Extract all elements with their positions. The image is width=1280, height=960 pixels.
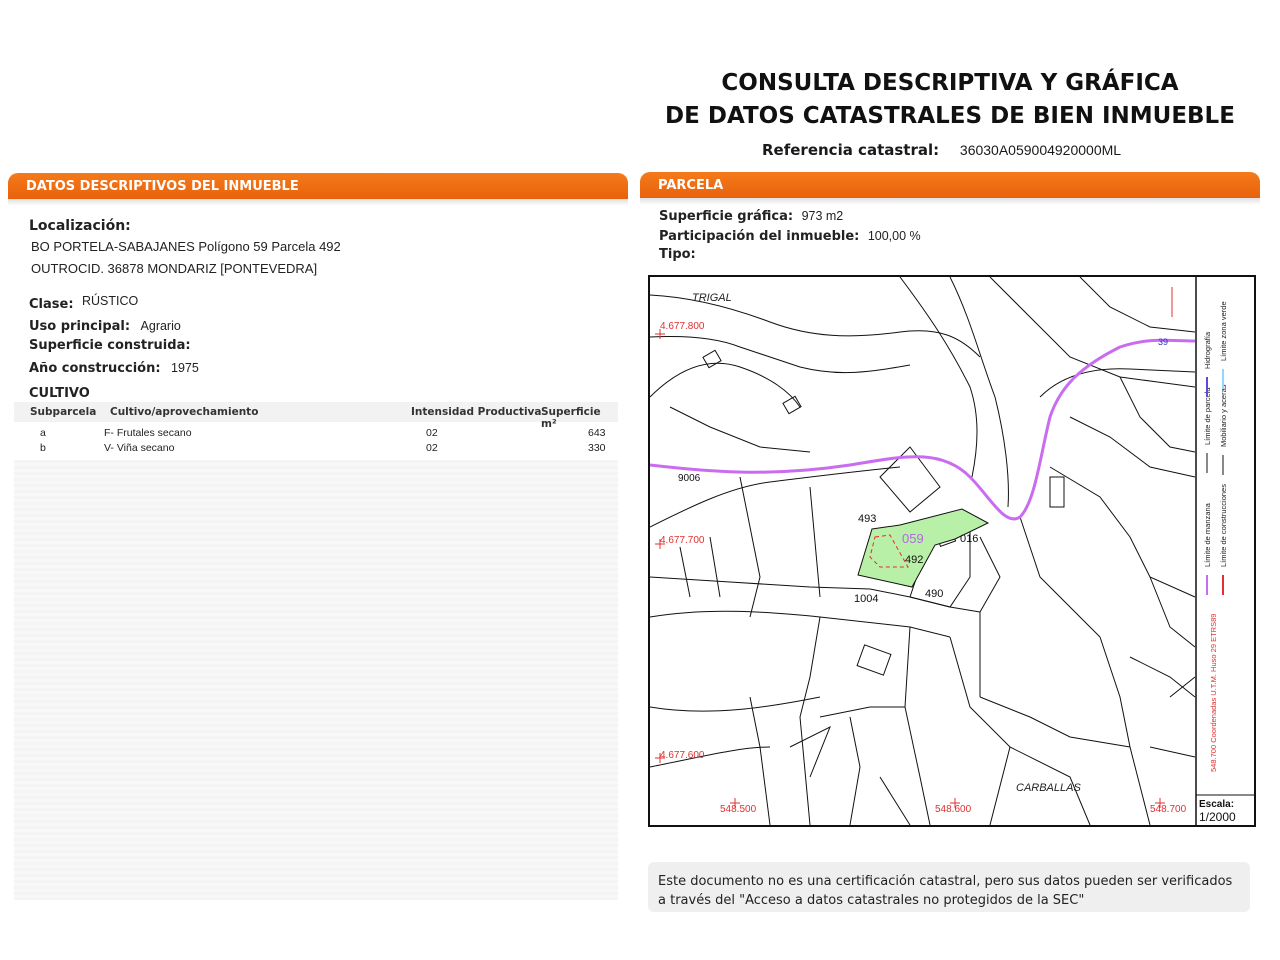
coord-y2: 4.677.700	[660, 535, 705, 546]
superficie-grafica-row	[659, 207, 843, 225]
coord-x1: 548.500	[720, 804, 757, 815]
parcel-label-493: 493	[858, 513, 877, 525]
scale-label: Escala:	[1199, 799, 1235, 810]
map-legend	[1203, 301, 1228, 772]
legend-limite-manzana: Límite de manzana	[1203, 503, 1212, 567]
parcel-label-1004: 1004	[854, 593, 879, 605]
reference-value: 36030A059004920000ML	[959, 142, 1122, 158]
coord-x2: 548.600	[935, 804, 972, 815]
superficie-construida-label: Superficie construida:	[29, 338, 191, 353]
disclaimer-text: Este documento no es una certificación catastral, pero sus datos pueden ser verificados a través del "Acceso a datos catastrales no protegidos de la SEC"	[658, 874, 1233, 908]
cell-intensidad: 02	[426, 442, 438, 454]
participacion-label: Participación del inmueble:	[659, 229, 860, 244]
cadastral-map	[648, 275, 1256, 827]
clase-value: RÚSTICO	[81, 294, 139, 308]
polygon-label-059: 059	[902, 531, 924, 546]
cell-superficie: 643	[588, 427, 606, 439]
cell-subparcela: a	[40, 427, 46, 439]
participacion-row	[659, 227, 921, 245]
superficie-grafica-value: 973 m2	[801, 209, 844, 223]
cell-intensidad: 02	[426, 427, 438, 439]
cultivo-title: CULTIVO	[29, 386, 90, 401]
section-header-descriptivos	[8, 173, 628, 199]
parcel-label-490: 490	[925, 588, 944, 600]
legend-limite-construcciones: Límite de construcciones	[1219, 484, 1228, 567]
uso-row	[29, 317, 181, 335]
anio-row	[29, 359, 199, 377]
uso-label: Uso principal:	[29, 319, 131, 334]
col-cultivo: Cultivo/aprovechamiento	[110, 406, 259, 418]
cell-subparcela: b	[40, 442, 46, 454]
superficie-grafica-label: Superficie gráfica:	[659, 209, 794, 224]
place-trigal: TRIGAL	[692, 292, 732, 304]
cell-superficie: 330	[588, 442, 606, 454]
cell-cultivo: F- Frutales secano	[104, 427, 192, 439]
legend-coordenadas: 548.700 Coordenadas U.T.M. Huso 29 ETRS89	[1209, 613, 1218, 772]
uso-value: Agrario	[140, 319, 181, 333]
address-line1: BO PORTELA-SABAJANES Polígono 59 Parcela 492	[31, 239, 341, 254]
section-header-parcela	[640, 172, 1260, 198]
reference-catastral	[762, 141, 1121, 159]
parcel-label-9006: 9006	[678, 473, 701, 484]
localizacion-label: Localización:	[29, 218, 131, 234]
legend-zona-verde: Límite zona verde	[1219, 301, 1228, 361]
cell-cultivo: V- Viña secano	[104, 442, 175, 454]
page-title-line1: CONSULTA DESCRIPTIVA Y GRÁFICA	[721, 70, 1179, 96]
hydrography-line	[650, 340, 1195, 519]
building	[1050, 477, 1064, 507]
building	[703, 350, 721, 367]
col-subparcela: Subparcela	[30, 406, 97, 418]
scale-value: 1/2000	[1199, 810, 1236, 824]
highlighted-parcel	[858, 509, 988, 587]
anio-value: 1975	[171, 361, 199, 375]
parcel-label-39: 39	[1158, 337, 1169, 347]
clase-label: Clase:	[29, 297, 74, 312]
table-row	[14, 441, 618, 456]
legend-limite-parcela: Límite de parcela	[1203, 387, 1212, 445]
anio-label: Año construcción:	[29, 361, 161, 376]
parcel-label-016: 016	[960, 533, 979, 545]
clase-row	[29, 295, 138, 313]
header-shadow	[640, 198, 1260, 204]
building	[857, 645, 891, 675]
page-title-line2: DE DATOS CATASTRALES DE BIEN INMUEBLE	[665, 103, 1235, 129]
section-header-descriptivos-text: DATOS DESCRIPTIVOS DEL INMUEBLE	[26, 179, 299, 194]
building-outlines	[703, 350, 1064, 675]
disclaimer-note	[648, 862, 1250, 912]
col-intensidad: Intensidad Productiva	[411, 406, 542, 418]
coord-x3: 548.700	[1150, 804, 1187, 815]
participacion-value: 100,00 %	[867, 229, 921, 243]
cultivo-empty-area	[14, 460, 618, 900]
cultivo-table-header	[14, 402, 618, 430]
tipo-label: Tipo:	[659, 247, 696, 262]
legend-hidrografia: Hidrografía	[1203, 331, 1212, 369]
reference-label: Referencia catastral:	[762, 141, 940, 159]
map-drawing	[650, 277, 1254, 825]
parcel-label-492: 492	[905, 554, 924, 566]
header-shadow	[8, 199, 628, 205]
legend-mobiliario: Mobiliario y aceras	[1219, 384, 1228, 447]
coord-y1: 4.677.800	[660, 321, 705, 332]
table-row	[14, 426, 618, 441]
address-line2: OUTROCID. 36878 MONDARIZ [PONTEVEDRA]	[31, 261, 318, 276]
section-header-parcela-text: PARCELA	[658, 178, 724, 193]
place-carballas: CARBALLAS	[1016, 782, 1081, 794]
col-superficie: Superficie m²	[541, 406, 601, 430]
coord-y3: 4.677.600	[660, 750, 705, 761]
